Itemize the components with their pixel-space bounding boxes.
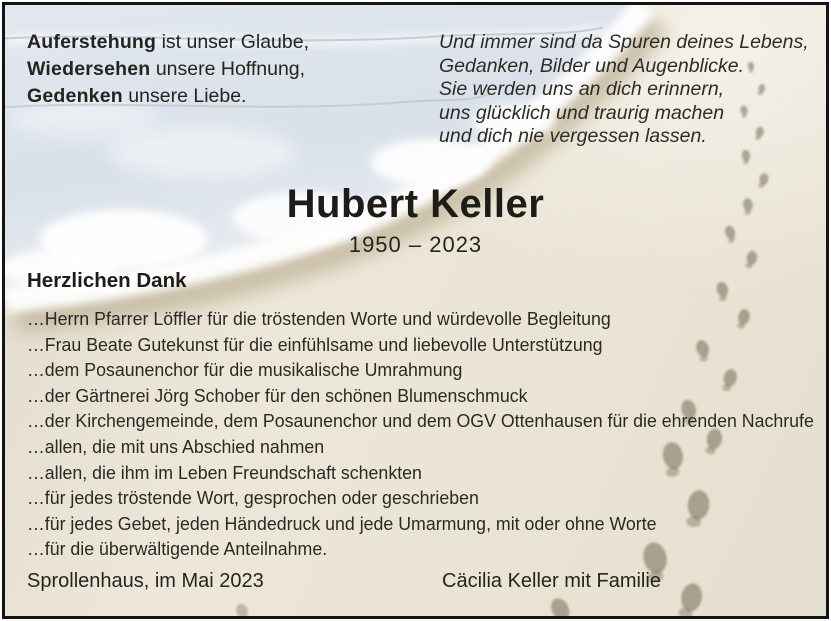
quote-line: Gedanken, Bilder und Augenblicke. xyxy=(439,54,744,77)
thanks-list xyxy=(27,306,814,562)
thanks-item: …für die überwältigende Anteilnahme. xyxy=(27,538,328,560)
quote-line: Und immer sind da Spuren deines Lebens, xyxy=(439,31,809,53)
epigraph-rest: unsere Liebe. xyxy=(122,85,247,107)
place-date: Sprollenhaus, im Mai 2023 xyxy=(27,570,264,592)
thanks-item: …der Kirchengemeinde, dem Posaunenchor und dem OGV Ottenhausen für die ehrenden Nachrufe xyxy=(27,410,814,432)
quote-line: und dich nie vergessen lassen. xyxy=(439,125,707,148)
epigraph-keyword: Auferstehung xyxy=(27,31,157,53)
memorial-quote xyxy=(439,31,809,149)
family-signature: Cäcilia Keller mit Familie xyxy=(442,570,661,592)
thanks-item: …Frau Beate Gutekunst für die einfühlsame und liebevolle Unterstützung xyxy=(27,333,603,355)
notice-frame xyxy=(2,2,829,619)
thanks-item: …der Gärtnerei Jörg Schober für den schönen Blumenschmuck xyxy=(27,384,528,406)
quote-line: uns glücklich und traurig machen xyxy=(439,101,725,124)
epigraph-keyword: Gedenken xyxy=(27,85,123,107)
deceased-name: Hubert Keller xyxy=(286,182,545,226)
epigraph xyxy=(27,29,309,110)
life-years: 1950 – 2023 xyxy=(348,232,483,257)
epigraph-rest: ist unser Glaube, xyxy=(156,31,309,53)
epigraph-keyword: Wiedersehen xyxy=(27,58,151,80)
thanks-item: …für jedes Gebet, jeden Händedruck und jede Umarmung, mit oder ohne Worte xyxy=(27,512,657,534)
thanks-item: …allen, die mit uns Abschied nahmen xyxy=(27,435,325,457)
epigraph-line xyxy=(27,29,309,56)
epigraph-line xyxy=(27,56,309,83)
thanks-item: …allen, die ihm im Leben Freundschaft schenkten xyxy=(27,461,422,483)
quote-line: Sie werden uns an dich erinnern, xyxy=(439,78,725,101)
thanks-item: …für jedes tröstende Wort, gesprochen oder geschrieben xyxy=(27,487,479,509)
thanks-heading: Herzlichen Dank xyxy=(27,269,187,292)
thanks-item: …dem Posaunenchor für die musikalische Umrahmung xyxy=(27,359,463,381)
epigraph-line xyxy=(27,83,309,110)
thanks-item: …Herrn Pfarrer Löffler für die tröstenden Worte und würdevolle Begleitung xyxy=(27,308,611,329)
epigraph-rest: unsere Hoffnung, xyxy=(150,58,306,80)
